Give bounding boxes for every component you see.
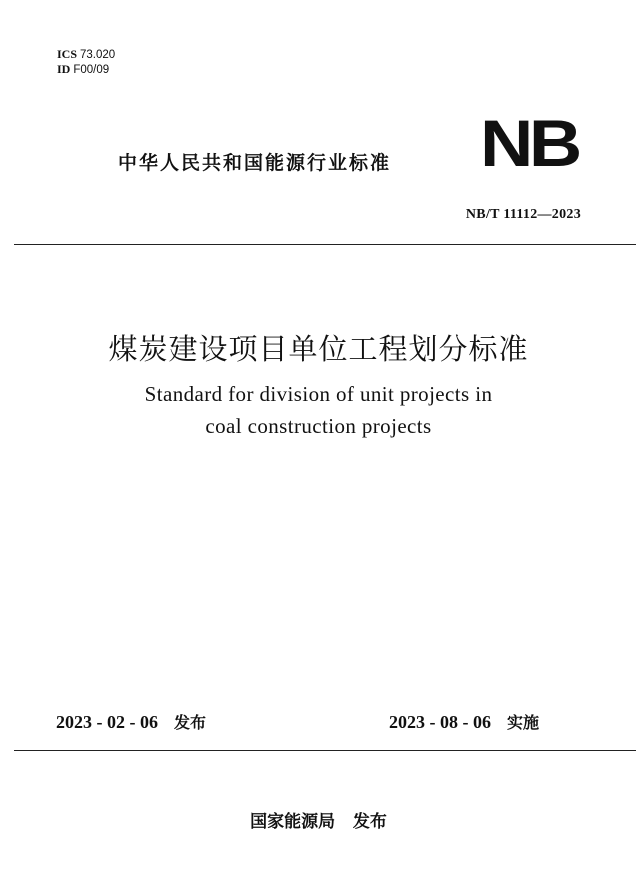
ics-code bbox=[57, 47, 115, 62]
organization-name: 中华人民共和国能源行业标准 bbox=[118, 152, 392, 174]
id-code bbox=[57, 62, 115, 77]
issue-label: 发布 bbox=[174, 713, 207, 732]
publisher: 国家能源局 发布 bbox=[250, 812, 387, 832]
issue-date-block bbox=[56, 710, 206, 733]
effective-date-block bbox=[389, 710, 539, 733]
standard-number: NB/T 11112—2023 bbox=[465, 207, 581, 222]
bottom-divider bbox=[14, 750, 636, 751]
chinese-title: 煤炭建设项目单位工程划分标准 bbox=[108, 332, 529, 366]
effective-date: 2023 - 08 - 06 bbox=[389, 712, 491, 732]
english-title bbox=[0, 378, 637, 442]
id-label: ID bbox=[57, 62, 71, 76]
english-title-line-2: coal construction projects bbox=[205, 414, 432, 438]
ics-label: ICS bbox=[57, 47, 78, 61]
effective-label: 实施 bbox=[507, 713, 540, 732]
top-divider bbox=[14, 244, 636, 245]
issue-date: 2023 - 02 - 06 bbox=[56, 712, 158, 732]
classification-codes bbox=[57, 47, 115, 77]
id-value: F00/09 bbox=[73, 64, 110, 76]
ics-value: 73.020 bbox=[80, 49, 116, 61]
english-title-line-1: Standard for division of unit projects in bbox=[144, 382, 493, 406]
nb-logo: NB bbox=[480, 106, 578, 180]
